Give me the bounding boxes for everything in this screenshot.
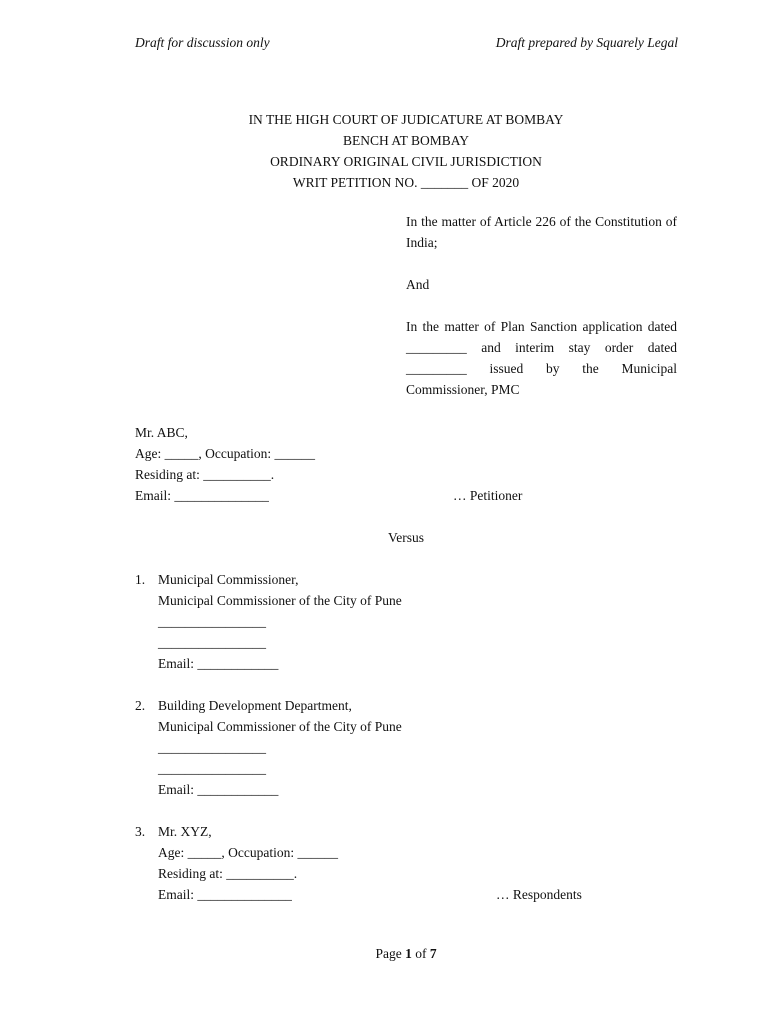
respondent-line: Municipal Commissioner of the City of Pune	[158, 593, 402, 608]
petitioner-residence: Residing at: __________.	[135, 467, 275, 482]
matter-article-text: In the matter of Article 226 of the Constitution of India;	[406, 214, 677, 250]
respondent-line: Age: _____, Occupation: ______	[158, 845, 338, 860]
respondents-role: … Respondents	[496, 887, 582, 902]
respondent-line: ________________	[158, 761, 266, 776]
petitioner-name: Mr. ABC,	[135, 425, 188, 440]
respondent-line: ________________	[158, 740, 266, 755]
page-current: 1	[405, 946, 412, 961]
respondent-line: Municipal Commissioner,	[158, 572, 299, 587]
matter-and-text: And	[406, 277, 430, 292]
petitioner-role: … Petitioner	[453, 488, 523, 503]
respondent-number: 1.	[135, 572, 146, 587]
respondent-line: Building Development Department,	[158, 698, 352, 713]
petition-number: WRIT PETITION NO. _______ OF 2020	[292, 175, 520, 190]
respondent-number: 3.	[135, 824, 146, 839]
respondent-email: Email: ______________	[158, 887, 292, 902]
respondent-3	[135, 821, 338, 905]
respondent-email: Email: ____________	[158, 656, 279, 671]
respondent-line: ________________	[158, 614, 266, 629]
respondent-number: 2.	[135, 698, 146, 713]
respondent-line: Residing at: __________.	[158, 866, 298, 881]
bench-name: BENCH AT BOMBAY	[342, 133, 470, 148]
draft-author: Draft prepared by Squarely Legal	[495, 35, 678, 50]
page-total: 7	[429, 946, 437, 961]
respondent-1	[135, 569, 402, 674]
respondent-line: Municipal Commissioner of the City of Pune	[158, 719, 402, 734]
page-prefix: Page	[375, 946, 406, 961]
draft-notice: Draft for discussion only	[135, 35, 270, 50]
matter-article	[406, 211, 677, 253]
court-name: IN THE HIGH COURT OF JUDICATURE AT BOMBAY	[248, 112, 564, 127]
jurisdiction: ORDINARY ORIGINAL CIVIL JURISDICTION	[270, 154, 542, 169]
respondent-2	[135, 695, 402, 800]
respondent-line: ________________	[158, 635, 266, 650]
versus-label: Versus	[388, 530, 424, 545]
petitioner-details	[135, 422, 315, 506]
page-number	[0, 943, 768, 964]
matter-plan-sanction-text: In the matter of Plan Sanction application dated _________ and interim stay order dated _________ issued by the Municipal Commissioner, PMC	[406, 319, 677, 397]
matter-plan-sanction	[406, 316, 677, 400]
respondent-line: Mr. XYZ,	[158, 824, 212, 839]
page-of: of	[411, 946, 430, 961]
respondent-email: Email: ____________	[158, 782, 279, 797]
court-title	[0, 109, 768, 193]
matter-and	[406, 274, 677, 295]
petitioner-email: Email: ______________	[135, 488, 269, 503]
petitioner-age-occupation: Age: _____, Occupation: ______	[135, 446, 315, 461]
